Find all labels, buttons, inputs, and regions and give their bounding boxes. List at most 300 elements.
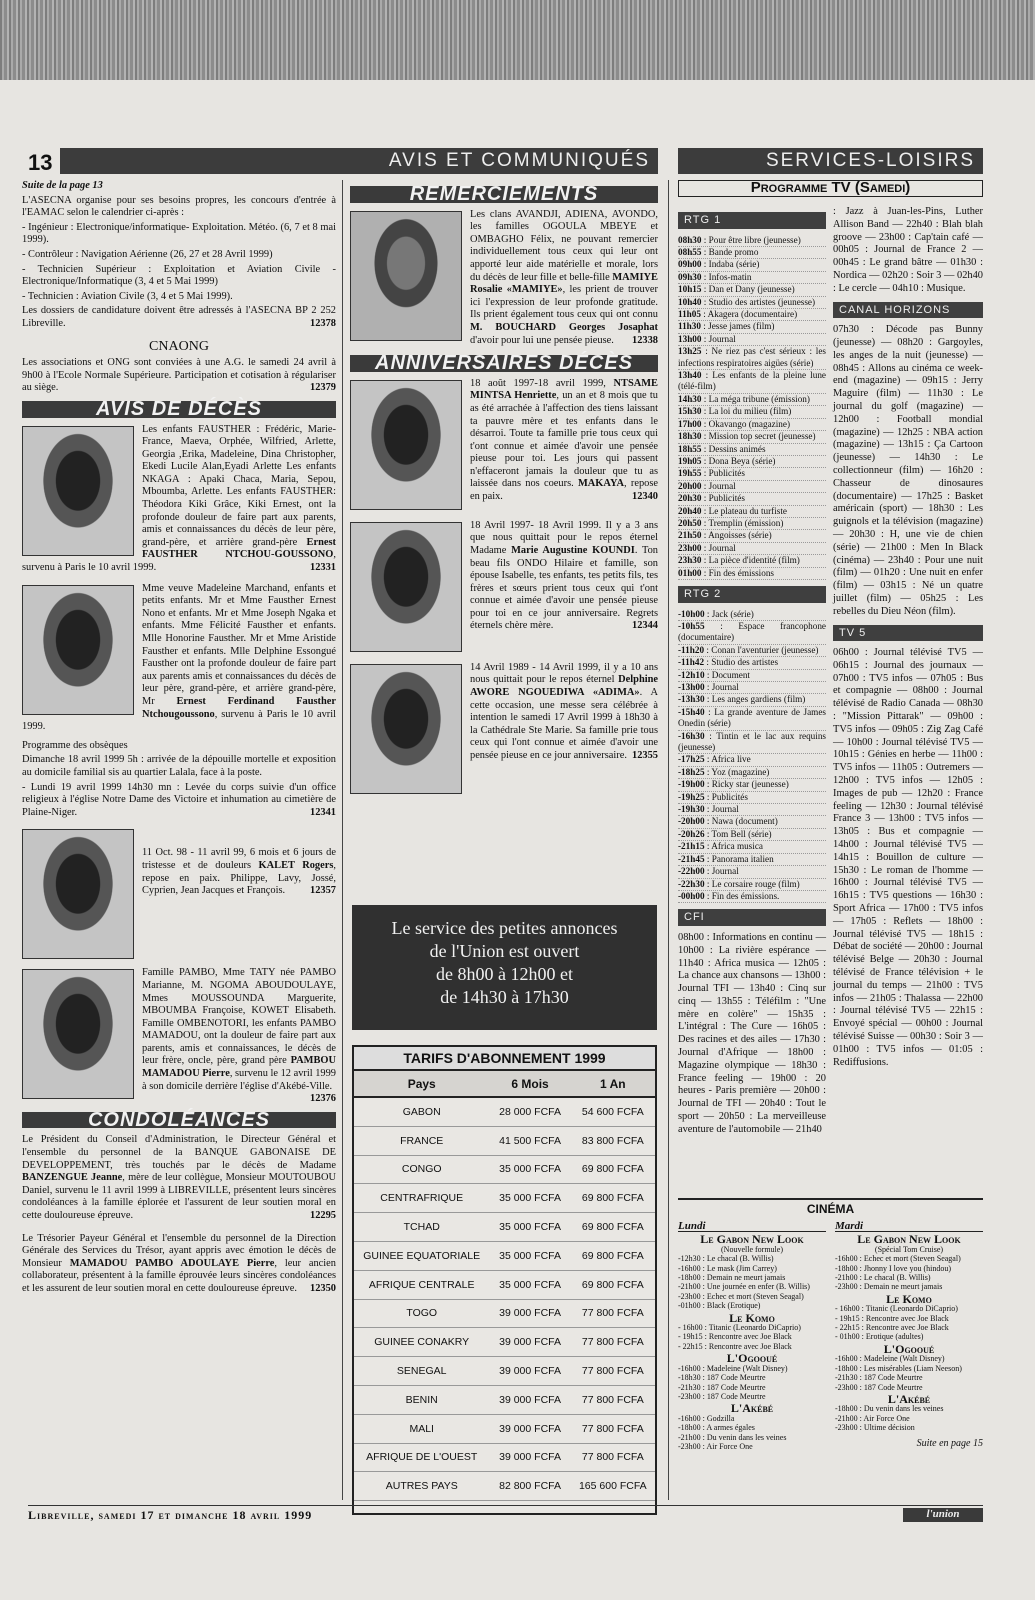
- obseques-title: Programme des obsèques: [22, 739, 128, 751]
- time-label: 14h30: [678, 393, 702, 404]
- table-cell: SENEGAL: [396, 1365, 447, 1378]
- time-label: 20h00: [678, 480, 702, 491]
- list-item: 17h00 : Okavango (magazine): [678, 419, 826, 431]
- screening-item: -21h00 : Air Force One: [835, 1413, 910, 1423]
- programme-title: Conan l'aventurier (jeunesse): [711, 644, 819, 655]
- asecna-notice: L'ASECNA organise pour ses besoins propres, les concours d'entrée à l'EAMAC selon le calendrier ci-après : - Ingénieur : Electronique/informatique- Exploitation. Météo. (6, 7 et 8 mai 1999). - Contrôleur : Navigation Aérienne (26, 27 et 28 Avril 1999) - Technicien Supérieur : Exploitation et Aviation Civile - Electronique/Informatique (3, 4 et 5 Mai 1999) - Technicien : Aviation Civile (3, 4 et 5 Mai 1999). Les dossiers de candidature doivent être adressés à l'ASECNA BP 2 252 Libreville. 12378: [22, 194, 336, 329]
- page-footer: [28, 1505, 983, 1523]
- cinema-listings: [678, 1198, 983, 1490]
- condoleances-notice-2: Le Trésorier Payeur Général et l'ensemble du personnel de la Direction Générale des Services du Trésor, ayant appris avec émotion le décès de Monsieur MAMADOU PAMBO ADOULAYE Pierre, leur ancien collaborateur, présentent à la famille éprouvée leurs sincères condoléances et les assurent de leur soutien moral en cette douloureuse épreuve. 12350: [22, 1232, 336, 1294]
- column-middle: [350, 186, 658, 901]
- tv5-schedule: 06h00 : Journal télévisé TV5 — 06h15 : Journal des journaux — 07h00 : TV5 infos — 07h05 : Bus et compagnie — 08h00 : Journal télévisé de Radio Canada — 08h30 : "Mission Pittarak" — 09h00 : TV5 infos — 09h05 : Zig Zag Café — 10h00 : Journal télévisé TV5 — 10h15 : Génies en herbe — 11h00 : TV5 infos — 11h05 : Outremers — 12h00 : TV5 infos — 12h05 : Images de pub — 12h20 : France feeling — 12h30 : Journal télévisé France 3 — 13h00 : TV5 infos — 13h05 : Bus et compagnie — 14h00 : Journal télévisé TV5 — 14h15 : Bouillon de culture — 15h30 : Le roman de l'homme — 16h00 : Journal télévisé TV5 — 16h15 : TV5 questions — 16h30 : Sport Africa — 17h00 : TV5 infos — 17h05 : Reflets — 18h00 : Journal télévisé TV5 — 18h15 : Débat de société — 20h00 : Journal télévisé Belge — 20h30 : Journal télévisé de France télévision + le journal du temps — 21h00 : TV5 infos — 21h05 : Thalassa — 22h00 : Journal télévisé TV5 — 22h15 : Envoyé spécial — 00h00 : Journal télévisé Suisse — 00h30 : Soir 3 — 01h00 : TV5 infos — 01:05 : Rediffusions.: [833, 647, 983, 1068]
- programme-title: La grande aventure de James Onedin (série): [678, 706, 826, 729]
- table-header: Pays 6 Mois 1 An: [354, 1071, 655, 1098]
- time-label: 13h25: [678, 346, 702, 357]
- programme-title: Panorama italien: [711, 853, 774, 864]
- table-cell: 39 000 FCFA: [499, 1451, 561, 1464]
- venue-note: (Nouvelle formule): [721, 1244, 783, 1254]
- programme-title: Bande promo: [708, 247, 759, 257]
- screening-item: - 19h15 : Rencontre avec Joe Black: [835, 1313, 949, 1323]
- list-item: 09h00 : Indaba (série): [678, 259, 826, 271]
- time-label: -12h10: [678, 669, 705, 680]
- table-cell: 35 000 FCFA: [499, 1192, 561, 1205]
- programme-title: Angoisses (série): [708, 530, 772, 541]
- table-row: [354, 1472, 655, 1501]
- table-cell: 39 000 FCFA: [499, 1393, 561, 1406]
- cinema-venue: Le Komo: [886, 1291, 932, 1306]
- screening-item: -23h00 : Echec et mort (Steven Seagal): [678, 1291, 804, 1301]
- programme-title: Fin des émissions: [708, 567, 774, 578]
- list-item: 09h30 : Infos-matin: [678, 272, 826, 284]
- screening-item: -18h00 : Du venin dans les veines: [835, 1404, 944, 1414]
- programme-title: Espace francophone (documentaire): [678, 620, 826, 643]
- list-item: -19h00 : Ricky star (jeunesse): [678, 779, 826, 791]
- portrait-photo: [350, 664, 462, 794]
- time-label: 09h30: [678, 271, 702, 282]
- list-item: -16h30 : Tintin et le lac aux requins (jeunesse): [678, 731, 826, 755]
- screening-item: - 19h15 : Rencontre avec Joe Black: [678, 1332, 792, 1342]
- table-cell: 39 000 FCFA: [499, 1365, 561, 1378]
- list-item: 01h00 : Fin des émissions: [678, 568, 826, 580]
- list-item: -21h45 : Panorama italien: [678, 854, 826, 866]
- programme-title: Publicités: [708, 493, 745, 504]
- day-label: Mardi: [835, 1222, 983, 1232]
- tarifs-title: TARIFS D'ABONNEMENT 1999: [354, 1047, 655, 1071]
- time-label: 10h15: [678, 284, 702, 295]
- time-label: -00h00: [678, 890, 705, 901]
- avis-deces-banner: AVIS DE DÉCÈS: [22, 401, 336, 418]
- table-row: [354, 1328, 655, 1357]
- table-cell: 165 600 FCFA: [578, 1480, 647, 1493]
- page-number: 13: [28, 150, 53, 175]
- channel-label-canal: CANAL HORIZONS: [833, 302, 983, 319]
- programme-title: Journal: [711, 866, 739, 877]
- column-right: [678, 180, 983, 1195]
- deces-notice-2: Mme veuve Madeleine Marchand, enfants et petits enfants. Mr et Mme Fausther Ernest Nono et enfants. Mr et Mme Joseph Ngaka et enfants. Mme Félicité Fausther et enfants. Mlle Honorine Fausther. Mr et Mme Aristide Fausther et enfants. Mlle Delphine Essongué Fausther ont la profonde douleur de faire part aux parents amis et connaissances du décès de leur père, grand-père, et arrière grand-père, Mr Ernest Ferdinand Fausther Ntchougoussono, survenu à Paris le 10 avril 1999.: [22, 582, 336, 733]
- time-label: -20h00: [678, 816, 705, 827]
- list-item: 19h55 : Publicités: [678, 468, 826, 480]
- screening-item: -16h00 : Le mask (Jim Carrey): [678, 1263, 777, 1273]
- table-cell: 35 000 FCFA: [499, 1278, 561, 1291]
- time-label: 13h00: [678, 333, 702, 344]
- rtg2-schedule: [678, 609, 826, 904]
- channel-label-tv5: TV 5: [833, 625, 983, 642]
- table-cell: 77 800 FCFA: [581, 1336, 644, 1349]
- screening-item: -18h00 : Demain ne meurt jamais: [678, 1273, 786, 1283]
- day-label: Lundi: [678, 1222, 826, 1232]
- list-item: -22h30 : Le corsaire rouge (film): [678, 879, 826, 891]
- column-left: [22, 180, 336, 1500]
- programme-title: Dona Beya (série): [708, 455, 776, 466]
- programme-title: La loi du milieu (film): [708, 406, 792, 417]
- list-item: 23h00 : Journal: [678, 543, 826, 555]
- table-cell: 77 800 FCFA: [581, 1393, 644, 1406]
- time-label: 20h30: [678, 493, 702, 504]
- brand-logo: l'union: [903, 1508, 983, 1522]
- ref-number: 12378: [310, 317, 336, 329]
- programme-title: Ricky star (jeunesse): [711, 779, 789, 790]
- table-cell: 41 500 FCFA: [499, 1134, 561, 1147]
- screening-item: -21h00 : Le chacal (B. Willis): [835, 1273, 931, 1283]
- cinema-venue: Le Gabon New Look: [857, 1232, 961, 1247]
- list-item: -22h00 : Journal: [678, 866, 826, 878]
- list-item: 19h05 : Dona Beya (série): [678, 456, 826, 468]
- list-item: -10h00 : Jack (série): [678, 609, 826, 621]
- list-item: 14h30 : La méga tribune (émission): [678, 394, 826, 406]
- tarifs-table: [352, 1045, 657, 1515]
- table-cell: 28 000 FCFA: [499, 1105, 561, 1118]
- table-cell: TOGO: [406, 1307, 438, 1320]
- programme-title: Journal: [708, 480, 736, 491]
- portrait-photo: [22, 829, 134, 959]
- programme-title: Fin des émissions.: [711, 890, 780, 901]
- table-cell: 35 000 FCFA: [499, 1221, 561, 1234]
- tv-subcolumn-right: [833, 206, 983, 1069]
- list-item: -00h00 : Fin des émissions.: [678, 891, 826, 903]
- list-item: 20h30 : Publicités: [678, 493, 826, 505]
- table-cell: 82 800 FCFA: [499, 1480, 561, 1493]
- table-cell: AFRIQUE CENTRALE: [368, 1278, 475, 1291]
- cinema-venue: L'Akébé: [887, 1391, 931, 1406]
- table-cell: FRANCE: [400, 1134, 444, 1147]
- programme-title: Les enfants de la pleine lune (télé-film): [678, 370, 826, 392]
- table-cell: TCHAD: [403, 1221, 440, 1234]
- cfi-schedule: 08h00 : Informations en continu — 10h00 : La rivière espérance — 11h40 : Africa musica — 12h05 : La chance aux chansons — 13h00 : Journal TFI — 13h40 : Cinq sur cinq — 13h55 : Téléfilm : "Une mère en colère" — 15h35 : L'intégral : The Cure — 16h05 : Des racines et des ailes — 17h30 : Journal d'Afrique — 18h00 : Magazine olympique — 18h30 : France feeling — 19h00 : 20 heures - Paris première — 20h00 : Journal de TFI — 20h40 : Tout le sport — 20h50 : La merveilleuse aventure de l'automobile — 21h40: [678, 931, 826, 1135]
- table-row: [354, 1213, 655, 1242]
- programme-title: La méga tribune (émission): [708, 393, 810, 404]
- programme-title: Dessins animés: [708, 443, 766, 454]
- list-item: -20h26 : Tom Bell (série): [678, 829, 826, 841]
- time-label: -13h30: [678, 694, 705, 705]
- screening-item: -01h00 : Black (Erotique): [678, 1301, 761, 1311]
- list-item: -18h25 : Yoz (magazine): [678, 767, 826, 779]
- list-item: 18h55 : Dessins animés: [678, 444, 826, 456]
- programme-title: Jesse james (film): [708, 321, 775, 332]
- cnaong-title: CNAONG: [149, 338, 209, 354]
- screening-item: -16h00 : Madeleine (Walt Disney): [678, 1363, 788, 1373]
- portrait-photo: [350, 380, 462, 510]
- screening-item: -23h00 : Ultime décision: [835, 1423, 915, 1433]
- programme-title: Les anges gardiens (film): [711, 694, 806, 705]
- table-cell: 77 800 FCFA: [581, 1307, 644, 1320]
- continued-note: Suite en page 15: [916, 1437, 983, 1449]
- list-item: 21h50 : Angoisses (série): [678, 530, 826, 542]
- table-cell: 77 800 FCFA: [581, 1422, 644, 1435]
- list-item: -10h55 : Espace francophone (documentaire): [678, 621, 826, 645]
- programme-title: Africa musica: [711, 841, 763, 852]
- table-cell: 69 800 FCFA: [581, 1249, 644, 1262]
- list-item: 20h50 : Tremplin (émission): [678, 518, 826, 530]
- screening-item: -18h00 : A armes égales: [678, 1423, 755, 1433]
- obseques-line: Dimanche 18 avril 1999 5h : arrivée de la dépouille mortelle et exposition au domicile familial sis au quartier Lalala, face à la poste.: [22, 754, 336, 778]
- table-row: [354, 1415, 655, 1444]
- list-item: -21h15 : Africa musica: [678, 841, 826, 853]
- time-label: -11h20: [678, 644, 705, 655]
- list-item: 20h40 : Le plateau du turfiste: [678, 506, 826, 518]
- anniversaires-banner: ANNIVERSAIRES DÉCÈS: [350, 355, 658, 372]
- cinema-venue: L'Akébé: [730, 1401, 774, 1416]
- programme-title: Africa live: [711, 754, 751, 765]
- list-item: 10h15 : Dan et Dany (jeunesse): [678, 284, 826, 296]
- table-cell: GABON: [402, 1105, 441, 1118]
- table-row: [354, 1357, 655, 1386]
- remerciements-notice: Les clans AVANDJI, ADIENA, AVONDO, les familles OGOULA MBEYE et OMBAGHO Félix, ne pouvant remercier individuellement tous ceux qui leur ont apporté leur aide matérielle et morale, lors du décès de leur fille et belle-fille MAMIYE Rosalie «MAMIYE», les prient de trouver ici l'expression de leur profonde gratitude. Ils prient également tous ceux qui ont connu M. BOUCHARD Georges Josaphat d'avoir pour lui une pensée pieuse. 12338: [350, 209, 658, 348]
- time-label: -21h15: [678, 841, 705, 852]
- list-item: 13h25 : Ne riez pas c'est sérieux : les infections respiratoires aigües (série): [678, 346, 826, 370]
- screening-item: -18h00 : Jhonny I love you (hindou): [835, 1263, 951, 1273]
- time-label: -20h26: [678, 828, 705, 839]
- cnaong-notice: Les associations et ONG sont conviées à une A.G. le samedi 24 avril à 9h00 à l'Ecole Normale Supérieure. Participation et cotisation à régulariser au siège. 12379: [22, 357, 336, 394]
- list-item: -12h10 : Document: [678, 670, 826, 682]
- time-label: 17h00: [678, 418, 702, 429]
- screening-item: -23h00 : 187 Code Meurtre: [678, 1391, 766, 1401]
- table-cell: 83 800 FCFA: [581, 1134, 644, 1147]
- table-cell: 77 800 FCFA: [581, 1451, 644, 1464]
- venue-note: (Spécial Tom Cruise): [874, 1244, 944, 1254]
- time-label: 21h50: [678, 530, 702, 541]
- time-label: 19h05: [678, 455, 702, 466]
- anniversaire-notice-2: 18 Avril 1997- 18 Avril 1999. Il y a 3 ans que nous quittait pour le repos éternel Madame Marie Augustine KOUNDI. Ton beau fils ONDO Hilaire et famille, son épouse Isabelle, tes enfants, tes petits fils, tes frères et sœurs prient tous ceux qui t'ont connue et aimée d'avoir une pensée pieuse pour toi en ce jour anniversaire. Regrets éternels chère mère. 12344: [350, 520, 658, 633]
- channel-label-rtg1: RTG 1: [678, 212, 826, 229]
- portrait-photo: [22, 969, 134, 1099]
- programme-title: Ne riez pas c'est sérieux : les infections respiratoires aigües (série): [678, 346, 826, 368]
- table-cell: 39 000 FCFA: [499, 1422, 561, 1435]
- cinema-lundi: [678, 1222, 826, 1451]
- screening-item: -21h00 : Une journée en enfer (B. Willis): [678, 1282, 810, 1292]
- time-label: 11h30: [678, 321, 701, 332]
- screening-item: -23h00 : Air Force One: [678, 1441, 753, 1451]
- time-label: -18h25: [678, 766, 705, 777]
- screening-item: -21h30 : 187 Code Meurtre: [678, 1382, 766, 1392]
- time-label: 20h40: [678, 505, 702, 516]
- screening-item: -21h30 : 187 Code Meurtre: [835, 1373, 923, 1383]
- time-label: 08h55: [678, 247, 702, 257]
- table-row: [354, 1386, 655, 1415]
- table-cell: 39 000 FCFA: [499, 1336, 561, 1349]
- obseques-line: - Lundi 19 avril 1999 14h30 mn : Levée du corps suivie d'un office religieux à l'église Notre Dame des Victoire et inhumation au cimetière de Plaine-Niger. 12341: [22, 781, 336, 818]
- list-item: 11h30 : Jesse james (film): [678, 321, 826, 333]
- screening-item: -21h00 : Du venin dans les veines: [678, 1432, 787, 1442]
- tv-programme-title: Programme TV (Samedi): [678, 180, 983, 197]
- list-item: 13h00 : Journal: [678, 334, 826, 346]
- list-item: 23h30 : La pièce d'identité (film): [678, 555, 826, 567]
- list-item: -11h42 : Studio des artistes: [678, 657, 826, 669]
- time-label: 13h40: [678, 370, 702, 381]
- time-label: -22h00: [678, 866, 705, 877]
- programme-title: Journal: [711, 804, 739, 815]
- screening-item: - 22h15 : Rencontre avec Joe Black: [835, 1323, 949, 1333]
- table-cell: 77 800 FCFA: [581, 1365, 644, 1378]
- programme-title: Jack (série): [711, 608, 754, 619]
- portrait-photo: [350, 211, 462, 341]
- time-label: 18h55: [678, 443, 702, 454]
- time-label: -17h25: [678, 754, 705, 765]
- time-label: 23h00: [678, 542, 702, 553]
- table-row: [354, 1271, 655, 1300]
- list-item: -19h25 : Publicités: [678, 792, 826, 804]
- programme-title: Publicités: [708, 468, 745, 479]
- time-label: 08h30: [678, 234, 702, 245]
- screening-item: -23h00 : Demain ne meurt jamais: [835, 1282, 943, 1292]
- table-row: [354, 1444, 655, 1473]
- time-label: -19h00: [678, 779, 705, 790]
- table-cell: MALI: [409, 1422, 434, 1435]
- cinema-venue: L'Ogooué: [726, 1351, 778, 1366]
- cinema-venue: Le Gabon New Look: [700, 1232, 804, 1247]
- time-label: 20h50: [678, 517, 702, 528]
- time-label: 10h40: [678, 296, 702, 307]
- table-row: [354, 1098, 655, 1127]
- table-cell: CONGO: [401, 1163, 442, 1176]
- channel-label-rtg2: RTG 2: [678, 586, 826, 603]
- programme-title: Infos-matin: [708, 271, 752, 282]
- list-item: 18h30 : Mission top secret (jeunesse): [678, 431, 826, 443]
- table-row: [354, 1127, 655, 1156]
- time-label: 19h55: [678, 468, 702, 479]
- time-label: 23h30: [678, 555, 702, 566]
- screening-item: -18h00 : Les misérables (Liam Neeson): [835, 1363, 962, 1373]
- table-cell: GUINEE CONAKRY: [374, 1336, 470, 1349]
- list-item: 20h00 : Journal: [678, 481, 826, 493]
- cinema-mardi: [835, 1222, 983, 1448]
- scan-margin: [0, 0, 1035, 82]
- table-row: [354, 1300, 655, 1329]
- list-item: 08h30 : Pour être libre (jeunesse): [678, 235, 826, 247]
- screening-item: - 01h00 : Erotique (adultes): [835, 1332, 924, 1342]
- deces-notice-1: Les enfants FAUSTHER : Frédéric, Marie-France, Maeva, Orphée, Wilfried, Arlette, Georgia ,Erika, Madeleine, Dina Christopher, Ekedi Lucile Alan,Eyadi Arlette Les enfants NKAGA : Apaki Chaca, Maria, Sepou, Mboumba, Arlette. Les enfants FAUSTHER: Théodora Kiki Grâce, Kiki Ernest, ont la profonde douleur de faire part aux parents, amis et connaissances du décès de leur père, grand-père, et arrière grand-père Ernest FAUSTHER NTCHOU-GOUSSONO, survenu à Paris le 10 avril 1999. 12331: [22, 423, 336, 574]
- list-item: 15h30 : La loi du milieu (film): [678, 406, 826, 418]
- table-cell: BENIN: [405, 1393, 438, 1406]
- continued-note: Suite de la page 13: [22, 180, 103, 191]
- time-label: -10h55: [678, 620, 705, 631]
- anniversaire-notice-1: 18 août 1997-18 avril 1999, NTSAME MINTSA Henriette, un an et 8 mois que tu as été arrachée à l'affection des tiens laissant ta pauvre mère et tes enfants dans le désarroi. Toute ta famille prie tous ceux qui t'ont connue et aimée d'avoir une pensée pieuse pour toi. Les jours qui passent n'effaceront jamais la douleur que tu as laissée dans nos coeurs. MAKAYA, repose en paix. 12340: [350, 378, 658, 504]
- time-label: 01h00: [678, 567, 702, 578]
- time-label: -19h25: [678, 791, 705, 802]
- list-item: -15h40 : La grande aventure de James Onedin (série): [678, 707, 826, 731]
- tv-subcolumn-left: [678, 206, 826, 1137]
- screening-item: -16h00 : Madeleine (Walt Disney): [835, 1354, 945, 1364]
- table-cell: AUTRES PAYS: [385, 1480, 458, 1493]
- time-label: -16h30: [678, 730, 705, 741]
- screening-item: -12h30 : Le chacal (B. Willis): [678, 1254, 774, 1264]
- screening-item: -16h00 : Godzilla: [678, 1413, 735, 1423]
- screening-item: -23h00 : 187 Code Meurtre: [835, 1382, 923, 1392]
- cinema-title: CINÉMA: [806, 1202, 855, 1216]
- section-header-services: SERVICES-LOISIRS: [678, 148, 983, 174]
- programme-title: Journal: [708, 542, 736, 553]
- programme-title: Mission top secret (jeunesse): [708, 431, 816, 442]
- table-cell: 69 800 FCFA: [581, 1192, 644, 1205]
- table-cell: 54 600 FCFA: [581, 1105, 644, 1118]
- programme-title: Tintin et le lac aux requins (jeunesse): [678, 730, 826, 753]
- table-cell: 69 800 FCFA: [581, 1163, 644, 1176]
- list-item: -13h30 : Les anges gardiens (film): [678, 694, 826, 706]
- programme-title: Dan et Dany (jeunesse): [708, 284, 795, 295]
- table-cell: GUINEE EQUATORIALE: [363, 1249, 481, 1262]
- time-label: 09h00: [678, 259, 702, 270]
- deces-notice-pambo: Famille PAMBO, Mme TATY née PAMBO Marianne, M. NGOMA ABOUDOULAYE, Mmes MOUSSOUNDA Marguerite, MBOUMBA Françoise, KOWET Elisabeth. Famille OMBENOTORI, les enfants PAMBO MAMADOU, ont la douleur de faire part aux parents, amis et connaissances, le décès de leur frère, oncle, père, grand père PAMBOU MAMADOU Pierre, survenu le 12 avril 1999 à son domicile derrière l'église d'Akébé-Ville. 12376: [22, 967, 336, 1093]
- condoleances-banner: CONDOLÉANCES: [22, 1112, 336, 1129]
- programme-title: Publicités: [711, 791, 748, 802]
- time-label: 18h30: [678, 431, 702, 442]
- time-label: 15h30: [678, 406, 702, 417]
- deces-notice-kalet: 11 Oct. 98 - 11 avril 99, 6 mois et 6 jours de tristesse et de douleurs KALET Rogers, repose en paix. Philippe, Lavy, Jossé, Cyprien, Jean Jacques et François. 12357: [22, 827, 336, 897]
- programme-title: Yoz (magazine): [711, 766, 770, 777]
- time-label: -11h42: [678, 657, 705, 668]
- programme-title: Indaba (série): [708, 259, 760, 270]
- screening-item: -18h30 : 187 Code Meurtre: [678, 1373, 766, 1383]
- list-item: -13h00 : Journal: [678, 682, 826, 694]
- programme-title: Document: [711, 669, 750, 680]
- screening-item: - 16h00 : Titanic (Leonardo DiCaprio): [835, 1304, 958, 1314]
- programme-title: Le plateau du turfiste: [708, 505, 787, 516]
- programme-title: Tremplin (émission): [708, 517, 784, 528]
- list-item: -17h25 : Africa live: [678, 754, 826, 766]
- list-item: 13h40 : Les enfants de la pleine lune (télé-film): [678, 370, 826, 394]
- time-label: -21h45: [678, 853, 705, 864]
- list-item: 08h55 : Bande promo: [678, 247, 826, 259]
- portrait-photo: [350, 522, 462, 652]
- programme-title: Tom Bell (série): [711, 828, 772, 839]
- screening-item: - 22h15 : Rencontre avec Joe Black: [678, 1341, 792, 1351]
- table-cell: 35 000 FCFA: [499, 1249, 561, 1262]
- screening-item: -16h00 : Echec et mort (Steven Seagal): [835, 1254, 961, 1264]
- rtg1-schedule: [678, 235, 826, 580]
- programme-title: Akagera (documentaire): [707, 309, 798, 320]
- programme-title: Journal: [711, 682, 739, 692]
- list-item: 10h40 : Studio des artistes (jeunesse): [678, 297, 826, 309]
- programme-title: Pour être libre (jeunesse): [708, 234, 801, 245]
- portrait-photo: [22, 585, 134, 715]
- table-cell: 35 000 FCFA: [499, 1163, 561, 1176]
- column-rule: [342, 180, 343, 1500]
- list-item: -11h20 : Conan l'aventurier (jeunesse): [678, 645, 826, 657]
- dateline: Libreville, samedi 17 et dimanche 18 avril 1999: [28, 1508, 313, 1522]
- column-rule: [668, 180, 669, 1500]
- table-cell: CENTRAFRIQUE: [380, 1192, 464, 1205]
- programme-title: Le corsaire rouge (film): [711, 878, 800, 889]
- time-label: -19h30: [678, 804, 705, 815]
- time-label: -22h30: [678, 878, 705, 889]
- time-label: -13h00: [678, 682, 705, 692]
- table-cell: 39 000 FCFA: [499, 1307, 561, 1320]
- programme-title: La pièce d'identité (film): [708, 555, 800, 566]
- cinema-venue: L'Ogooué: [883, 1341, 935, 1356]
- table-cell: 69 800 FCFA: [581, 1221, 644, 1234]
- table-row: [354, 1156, 655, 1185]
- programme-title: Studio des artistes (jeunesse): [708, 296, 816, 307]
- programme-title: Journal: [708, 333, 736, 344]
- list-item: -20h00 : Nawa (document): [678, 816, 826, 828]
- time-label: -15h40: [678, 706, 705, 717]
- section-header-avis: AVIS ET COMMUNIQUÉS: [60, 148, 658, 174]
- time-label: 11h05: [678, 309, 701, 320]
- condoleances-notice-1: Le Président du Conseil d'Administration, le Directeur Général et l'ensemble du personnel de la BANQUE GABONAISE DE DEVELOPPEMENT, très touchés par le décès de Madame BANZENGUE Jeanne, mère de leur collègue, Monsieur MOUTOUBOU Daniel, survenu le 11 avril 1999 à LIBREVILLE, présentent leurs sincères condoléances à la famille éplorée et l'assurent de leur soutien moral en cette douloureuse épreuve. 12295: [22, 1134, 336, 1221]
- time-label: -10h00: [678, 608, 705, 619]
- anniversaire-notice-3: 14 Avril 1989 - 14 Avril 1999, il y a 10 ans nous quittait pour le repos éternel Delphine AWORE NGOUEDIWA «ADIMA». A cette occasion, une messe sera célébrée à intention le samedi 17 Avril 1999 à 18h30 à la Cathédrale Ste Marie. Sa famille prie tous ceux qui l'ont connue et aimée d'avoir une pensée pieuse en ce jour anniversaire. 12355: [350, 662, 658, 763]
- programme-title: Okavango (magazine): [708, 418, 791, 429]
- cinema-venue: Le Komo: [729, 1310, 775, 1325]
- screening-item: - 16h00 : Titanic (Leonardo DiCaprio): [678, 1323, 801, 1333]
- cfi-schedule-continued: : Jazz à Juan-les-Pins, Luther Allison Band — 22h40 : Blah blah groove — 23h00 : Cap'tain café — 00h05 : Journal de France 2 — 00h45 : Le grand bâtre — 01h30 : Nordica — 02h20 : Soir 3 — 02h40 : Le cercle — 04h10 : Musique.: [833, 206, 983, 294]
- canal-schedule: 07h30 : Décode pas Bunny (jeunesse) — 08h20 : Gargoyles, les anges de la nuit (jeunesse) — 08h45 : Allons au cinéma ce week-end (magazine) — 09h15 : Jerry Maguire (film) — 11h30 : Le journal du golf (magazine) — 12h00 : Football mondial (magazine) — 12h25 : NBA action (magazine) — 13h15 : Ça Cartoon (jeunesse) — 14h30 : Le collectionneur (film) — 16h20 : Chasseur de dinosaures (documentaire) — 17h25 : Basket américain (sport) — 18h30 : Les guignols et la télévision (magazine) — 20h30 : H, une vie de chien (série) — 21h00 : Men In Black (cinéma) — 23h40 : Pour une nuit (film) — 01h20 : Une nuit en enfer (film) — 03h15 : Né un quatre juillet (film) — 05h25 : Les rebelles du Dieu Néon (film).: [833, 324, 983, 617]
- petites-annonces-ad: Le service des petites annonces de l'Union est ouvert de 8h00 à 12h00 et de 14h30 à 17h30: [352, 905, 657, 1030]
- list-item: 11h05 : Akagera (documentaire): [678, 309, 826, 321]
- remerciements-banner: REMERCIEMENTS: [350, 186, 658, 203]
- channel-label-cfi: CFI: [678, 909, 826, 926]
- table-row: [354, 1184, 655, 1213]
- programme-title: Nawa (document): [711, 816, 778, 827]
